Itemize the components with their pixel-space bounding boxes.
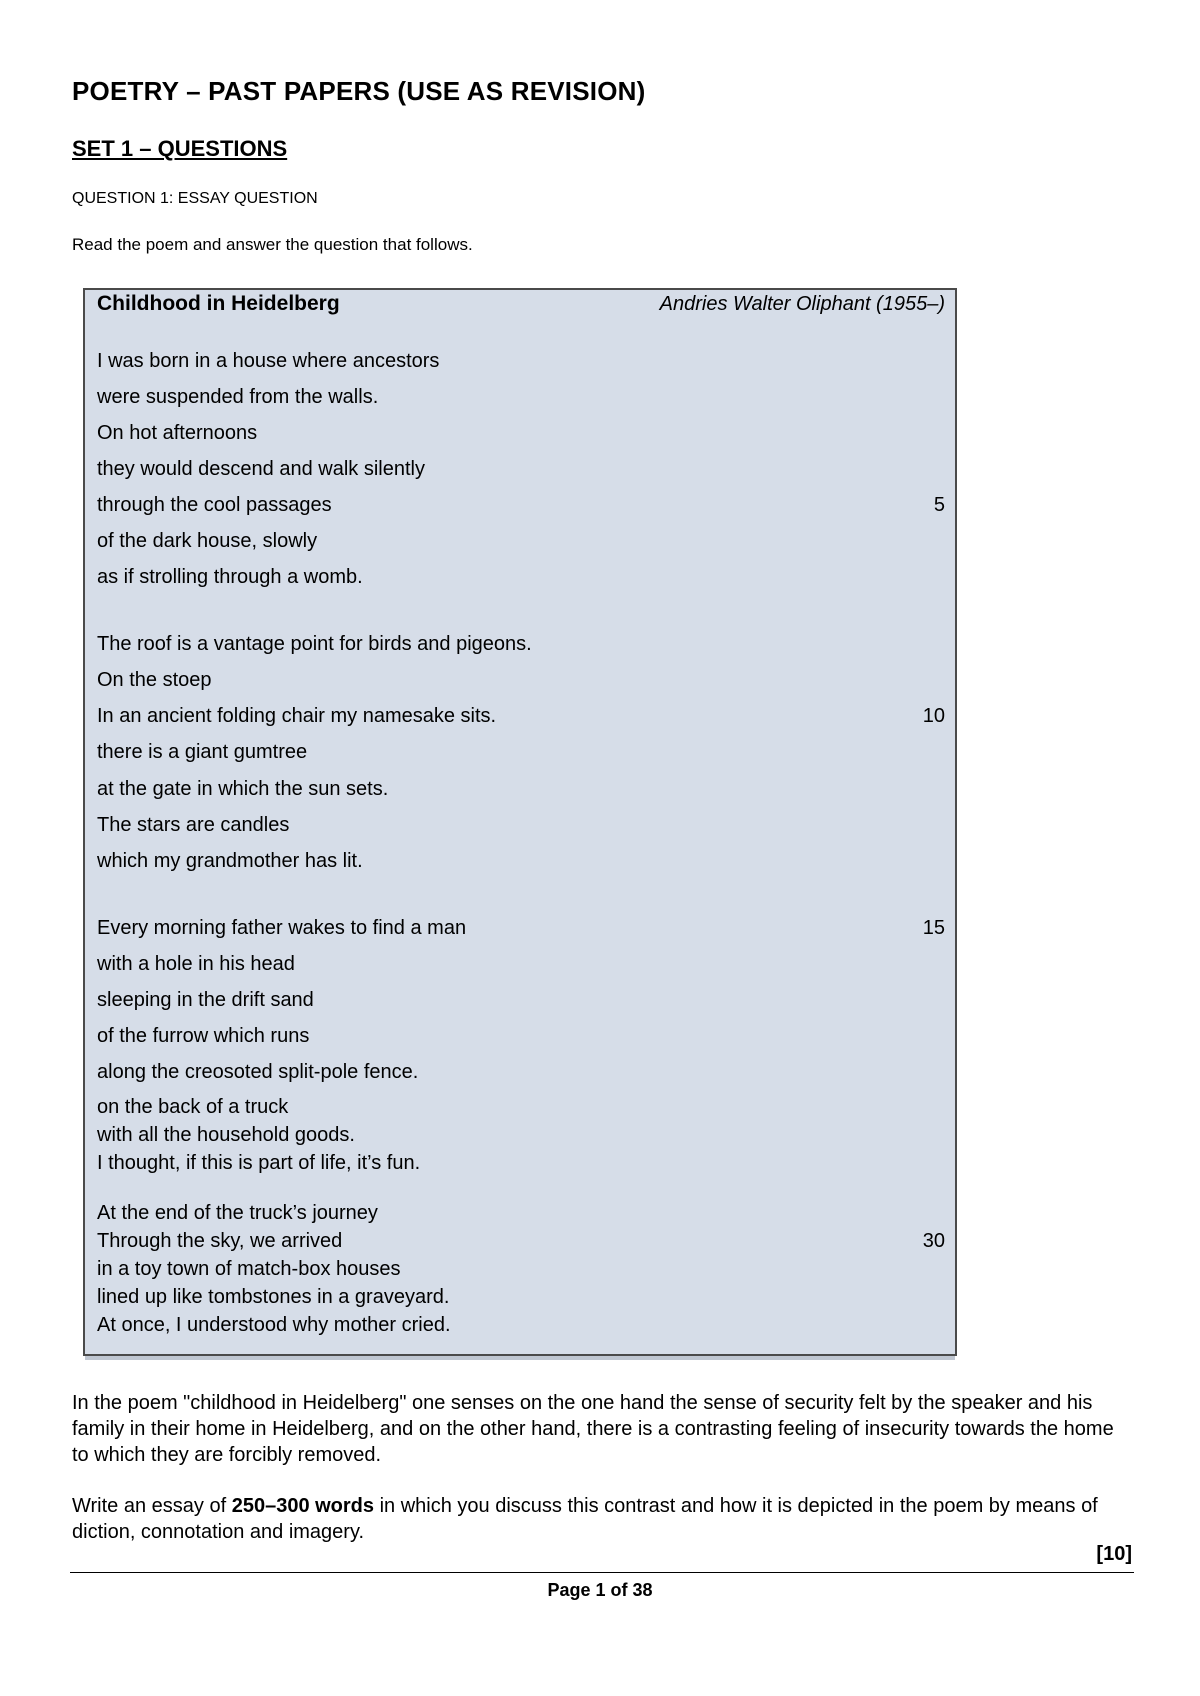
line-number: 15 xyxy=(922,917,945,939)
poem-line: In an ancient folding chair my namesake sits. xyxy=(97,705,497,727)
poem-line: as if strolling through a womb. xyxy=(97,566,363,588)
poem-line: of the furrow which runs xyxy=(97,1025,310,1047)
page-prefix: Page xyxy=(547,1580,596,1600)
set-heading: SET 1 – QUESTIONS xyxy=(72,136,288,161)
poem-line: The roof is a vantage point for birds and pigeons. xyxy=(97,633,532,655)
marks-total: [10] xyxy=(1096,1543,1132,1565)
poem-author: Andries Walter Oliphant (1955–) xyxy=(659,293,945,315)
poem-line: Every morning father wakes to find a man xyxy=(97,917,467,939)
poem-line: I thought, if this is part of life, it’s fun. xyxy=(97,1152,421,1174)
poem-line: lined up like tombstones in a graveyard. xyxy=(97,1286,450,1308)
poem-line: At the end of the truck’s journey xyxy=(97,1202,378,1224)
poem-line: I was born in a house where ancestors xyxy=(97,350,440,372)
question-label: QUESTION 1: ESSAY QUESTION xyxy=(72,190,318,207)
poem-line: through the cool passages xyxy=(97,494,332,516)
page-of: of xyxy=(605,1580,633,1600)
line-number: 10 xyxy=(922,705,945,727)
instruction-text: Read the poem and answer the question that follows. xyxy=(72,235,473,254)
poem-line: in a toy town of match-box houses xyxy=(97,1258,401,1280)
page-title: POETRY – PAST PAPERS (USE AS REVISION) xyxy=(72,76,646,106)
poem-box xyxy=(83,288,957,1356)
line-number: 5 xyxy=(933,494,945,516)
poem-line: sleeping in the drift sand xyxy=(97,989,314,1011)
essay-task xyxy=(72,1493,1132,1545)
page-total: 38 xyxy=(632,1580,653,1600)
poem-line: On the stoep xyxy=(97,669,212,691)
page-footer xyxy=(0,1580,1200,1601)
poem-line: there is a giant gumtree xyxy=(97,741,308,763)
poem-line: on the back of a truck xyxy=(97,1096,289,1118)
poem-line: were suspended from the walls. xyxy=(97,386,379,408)
poem-line: On hot afternoons xyxy=(97,422,258,444)
poem-line: Through the sky, we arrived xyxy=(97,1230,343,1252)
footer-divider xyxy=(70,1572,1134,1573)
poem-line: which my grandmother has lit. xyxy=(97,850,363,872)
task-text: Write an essay of xyxy=(72,1495,232,1517)
poem-line: they would descend and walk silently xyxy=(97,458,425,480)
poem-line: with a hole in his head xyxy=(97,953,295,975)
line-number: 30 xyxy=(922,1230,945,1252)
poem-line: At once, I understood why mother cried. xyxy=(97,1314,451,1336)
poem-line: The stars are candles xyxy=(97,814,290,836)
page-number: 1 xyxy=(595,1580,606,1600)
task-text: in which you discuss this contrast and how it is depicted in the poem by means of diction, connotation and imagery. xyxy=(72,1495,1098,1543)
poem-line: with all the household goods. xyxy=(97,1124,355,1146)
question-prompt: In the poem "childhood in Heidelberg" one senses on the one hand the sense of security felt by the speaker and his family in their home in Heidelberg, and on the other hand, there is a contrasting feeling of insecurity towards the home to which they are forcibly removed. xyxy=(72,1392,1114,1466)
poem-title: Childhood in Heidelberg xyxy=(97,292,340,315)
poem-line: of the dark house, slowly xyxy=(97,530,318,552)
word-count: 250–300 words xyxy=(231,1495,375,1517)
poem-line: along the creosoted split-pole fence. xyxy=(97,1061,419,1083)
poem-line: at the gate in which the sun sets. xyxy=(97,778,389,800)
